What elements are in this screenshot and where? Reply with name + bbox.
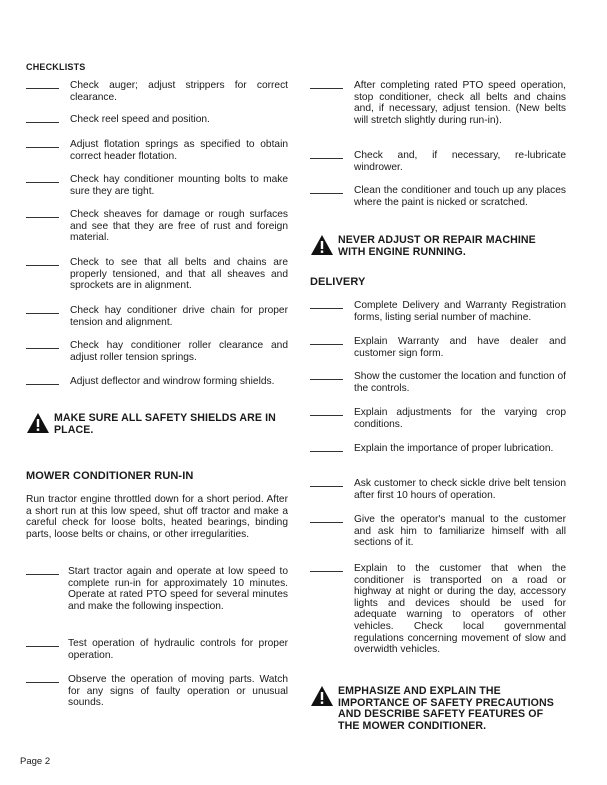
check-blank: [26, 88, 59, 89]
delivery-heading: DELIVERY: [310, 276, 366, 288]
check-blank: [310, 415, 343, 416]
checklist-item-text: Check hay conditioner mounting bolts to make sure they are tight.: [70, 174, 288, 197]
check-blank: [26, 217, 59, 218]
warning-icon: [310, 685, 334, 707]
checklist-item-text: Adjust deflector and windrow forming shields.: [70, 376, 275, 387]
delivery-item-text: Give the operator's manual to the customer and ask him to familiarize himself with all sections of it.: [354, 514, 566, 549]
runin-item-text: Clean the conditioner and touch up any places where the paint is nicked or scratched.: [354, 185, 566, 208]
check-blank: [26, 682, 59, 683]
check-blank: [310, 451, 343, 452]
runin-paragraph: Run tractor engine throttled down for a short period. After a short run at this low speed, shut off tractor and make a careful check for loose bolts, heated bearings, binding parts, loose belts or chains, or other irregularities.: [26, 494, 288, 540]
delivery-item-text: Show the customer the location and function of the controls.: [354, 371, 566, 394]
check-blank: [26, 384, 59, 385]
check-blank: [310, 88, 343, 89]
check-blank: [26, 348, 59, 349]
check-blank: [310, 308, 343, 309]
check-blank: [310, 344, 343, 345]
warning-text: NEVER ADJUST OR REPAIR MACHINE WITH ENGINE RUNNING.: [338, 234, 536, 258]
page-number: Page 2: [20, 756, 51, 767]
check-blank: [310, 486, 343, 487]
checklist-item-text: Check hay conditioner drive chain for proper tension and alignment.: [70, 305, 288, 328]
runin-item-text: Observe the operation of moving parts. Watch for any signs of faulty operation or unusual sounds.: [68, 674, 288, 709]
check-blank: [310, 522, 343, 523]
checklist-item-text: Check reel speed and position.: [70, 114, 210, 125]
warning-text: MAKE SURE ALL SAFETY SHIELDS ARE IN PLACE.: [54, 412, 276, 436]
checklist-item-text: Check sheaves for damage or rough surfaces and see that they are free of rust and foreign material.: [70, 209, 288, 244]
checklists-heading: CHECKLISTS: [26, 62, 86, 72]
runin-item-text: After completing rated PTO speed operation, stop conditioner, check all belts and chains and, if necessary, adjust tension. (New belts will stretch slightly during run-in).: [354, 80, 566, 126]
warning-text: EMPHASIZE AND EXPLAIN THE IMPORTANCE OF SAFETY PRECAUTIONS AND DESCRIBE SAFETY FEATURES OF THE MOWER CONDITIONER.: [338, 685, 554, 732]
check-blank: [310, 193, 343, 194]
delivery-item-text: Explain Warranty and have dealer and customer sign form.: [354, 336, 566, 359]
check-blank: [26, 646, 59, 647]
check-blank: [310, 158, 343, 159]
check-blank: [310, 571, 343, 572]
runin-item-text: Check and, if necessary, re-lubricate windrower.: [354, 150, 566, 173]
check-blank: [310, 379, 343, 380]
warning-icon: [26, 412, 50, 434]
check-blank: [26, 574, 59, 575]
delivery-item-text: Explain the importance of proper lubrication.: [354, 443, 554, 454]
checklist-item-text: Adjust flotation springs as specified to obtain correct header flotation.: [70, 139, 288, 162]
check-blank: [26, 313, 59, 314]
checklist-item-text: Check auger; adjust strippers for correct clearance.: [70, 80, 288, 103]
check-blank: [26, 147, 59, 148]
runin-heading: MOWER CONDITIONER RUN-IN: [26, 470, 194, 482]
delivery-item-text: Complete Delivery and Warranty Registration forms, listing serial number of machine.: [354, 300, 566, 323]
warning-icon: [310, 234, 334, 256]
runin-item-text: Test operation of hydraulic controls for proper operation.: [68, 638, 288, 661]
checklist-item-text: Check hay conditioner roller clearance and adjust roller tension springs.: [70, 340, 288, 363]
runin-item-text: Start tractor again and operate at low speed to complete run-in for approximately 10 minutes. Operate at rated PTO speed for several minutes and make the following inspection.: [68, 566, 288, 612]
delivery-item-text: Explain to the customer that when the conditioner is transported on a road or highway at night or during the day, accessory lights and devices should be used for adequate warning to operators of other vehicles. Check local governmental regulations concerning movement of slow and overwidth vehicles.: [354, 563, 566, 656]
check-blank: [26, 122, 59, 123]
delivery-item-text: Ask customer to check sickle drive belt tension after first 10 hours of operation.: [354, 478, 566, 501]
check-blank: [26, 265, 59, 266]
delivery-item-text: Explain adjustments for the varying crop conditions.: [354, 407, 566, 430]
checklist-item-text: Check to see that all belts and chains are properly tensioned, and that all sheaves and sprockets are in alignment.: [70, 257, 288, 292]
check-blank: [26, 182, 59, 183]
